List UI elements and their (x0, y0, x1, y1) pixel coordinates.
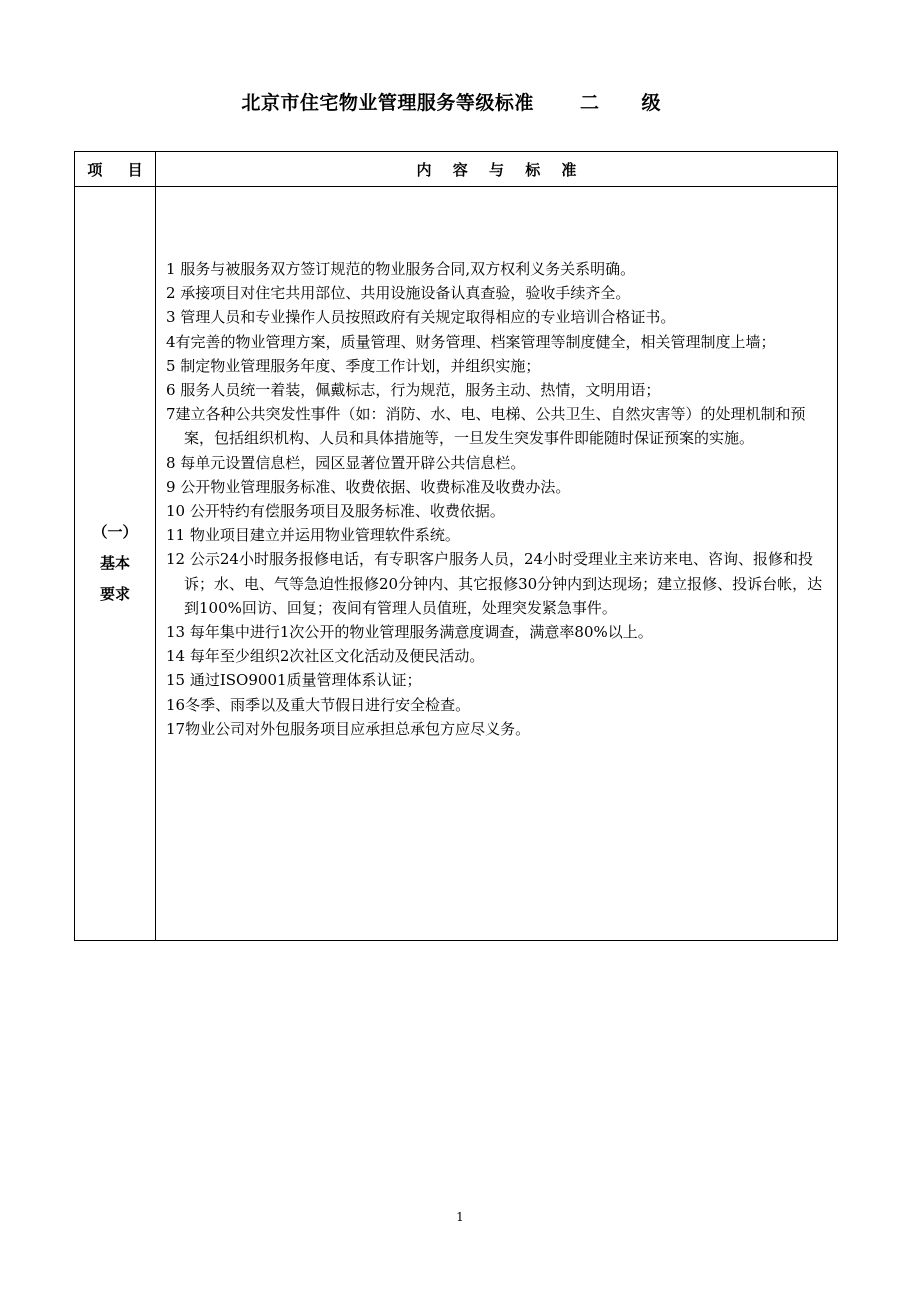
list-item: 14 每年至少组织2次社区文化活动及便民活动。 (166, 647, 485, 666)
list-item: 1 服务与被服务双方签订规范的物业服务合同,双方权利义务关系明确。 (166, 260, 636, 278)
list-item: 15 通过ISO9001质量管理体系认证； (166, 671, 422, 690)
list-item: 9 公开物业管理服务标准、收费依据、收费标准及收费办法。 (166, 477, 571, 496)
list-item: 3 管理人员和专业操作人员按照政府有关规定取得相应的专业培训合格证书。 (166, 308, 676, 327)
list-item: 10 公开特约有偿服务项目及服务标准、收费依据。 (166, 502, 505, 521)
list-item: 11 物业项目建立并运用物业管理软件系统。 (166, 526, 460, 545)
document-title-bar (0, 88, 920, 115)
header-content: 内 容 与 标 准 (156, 152, 838, 187)
list-item: 2 承接项目对住宅共用部位、共用设施设备认真查验，验收手续齐全。 (166, 284, 631, 303)
section-name-line1: 基本 (99, 554, 130, 572)
page-number: 1 (456, 1210, 464, 1224)
list-item: 8 每单元设置信息栏，园区显著位置开辟公共信息栏。 (166, 453, 526, 472)
list-item: 6 服务人员统一着装，佩戴标志，行为规范，服务主动、热情，文明用语； (166, 381, 661, 400)
section-label-cell (75, 187, 156, 941)
table-row (75, 187, 838, 941)
list-item: 16冬季、雨季以及重大节假日进行安全检查。 (166, 695, 471, 714)
list-item: 4有完善的物业管理方案，质量管理、财务管理、档案管理等制度健全，相关管理制度上墙； (166, 332, 776, 351)
requirements-cell (156, 187, 838, 941)
requirements-list (166, 257, 829, 741)
table-header-row (75, 152, 838, 187)
list-item: 17物业公司对外包服务项目应承担总承包方应尽义务。 (166, 719, 531, 738)
grade-label: 二 级 (579, 92, 679, 114)
list-item: 7建立各种公共突发性事件（如：消防、水、电、电梯、公共卫生、自然灾害等）的处理机制和预案，包括组织机构、人员和具体措施等，一旦发生突发事件即能随时保证预案的实施。 (166, 405, 806, 448)
header-item: 项 目 (75, 152, 156, 187)
document-title: 北京市住宅物业管理服务等级标准 (241, 92, 534, 114)
list-item: 5 制定物业管理服务年度、季度工作计划，并组织实施； (166, 356, 541, 375)
list-item: 12 公示24小时服务报修电话，有专职客户服务人员，24小时受理业主来访来电、咨询、报修和投诉；水、电、气等急迫性报修20分钟内、其它报修30分钟内到达现场；建立报修、投诉台帐，达到100%回访、回复；夜间有管理人员值班，处理突发紧急事件。 (166, 550, 823, 617)
list-item: 13 每年集中进行1次公开的物业管理服务满意度调查，满意率80%以上。 (166, 623, 653, 642)
section-number: （一） (92, 523, 138, 541)
section-name-line2: 要求 (99, 585, 130, 603)
standards-table (74, 151, 838, 941)
